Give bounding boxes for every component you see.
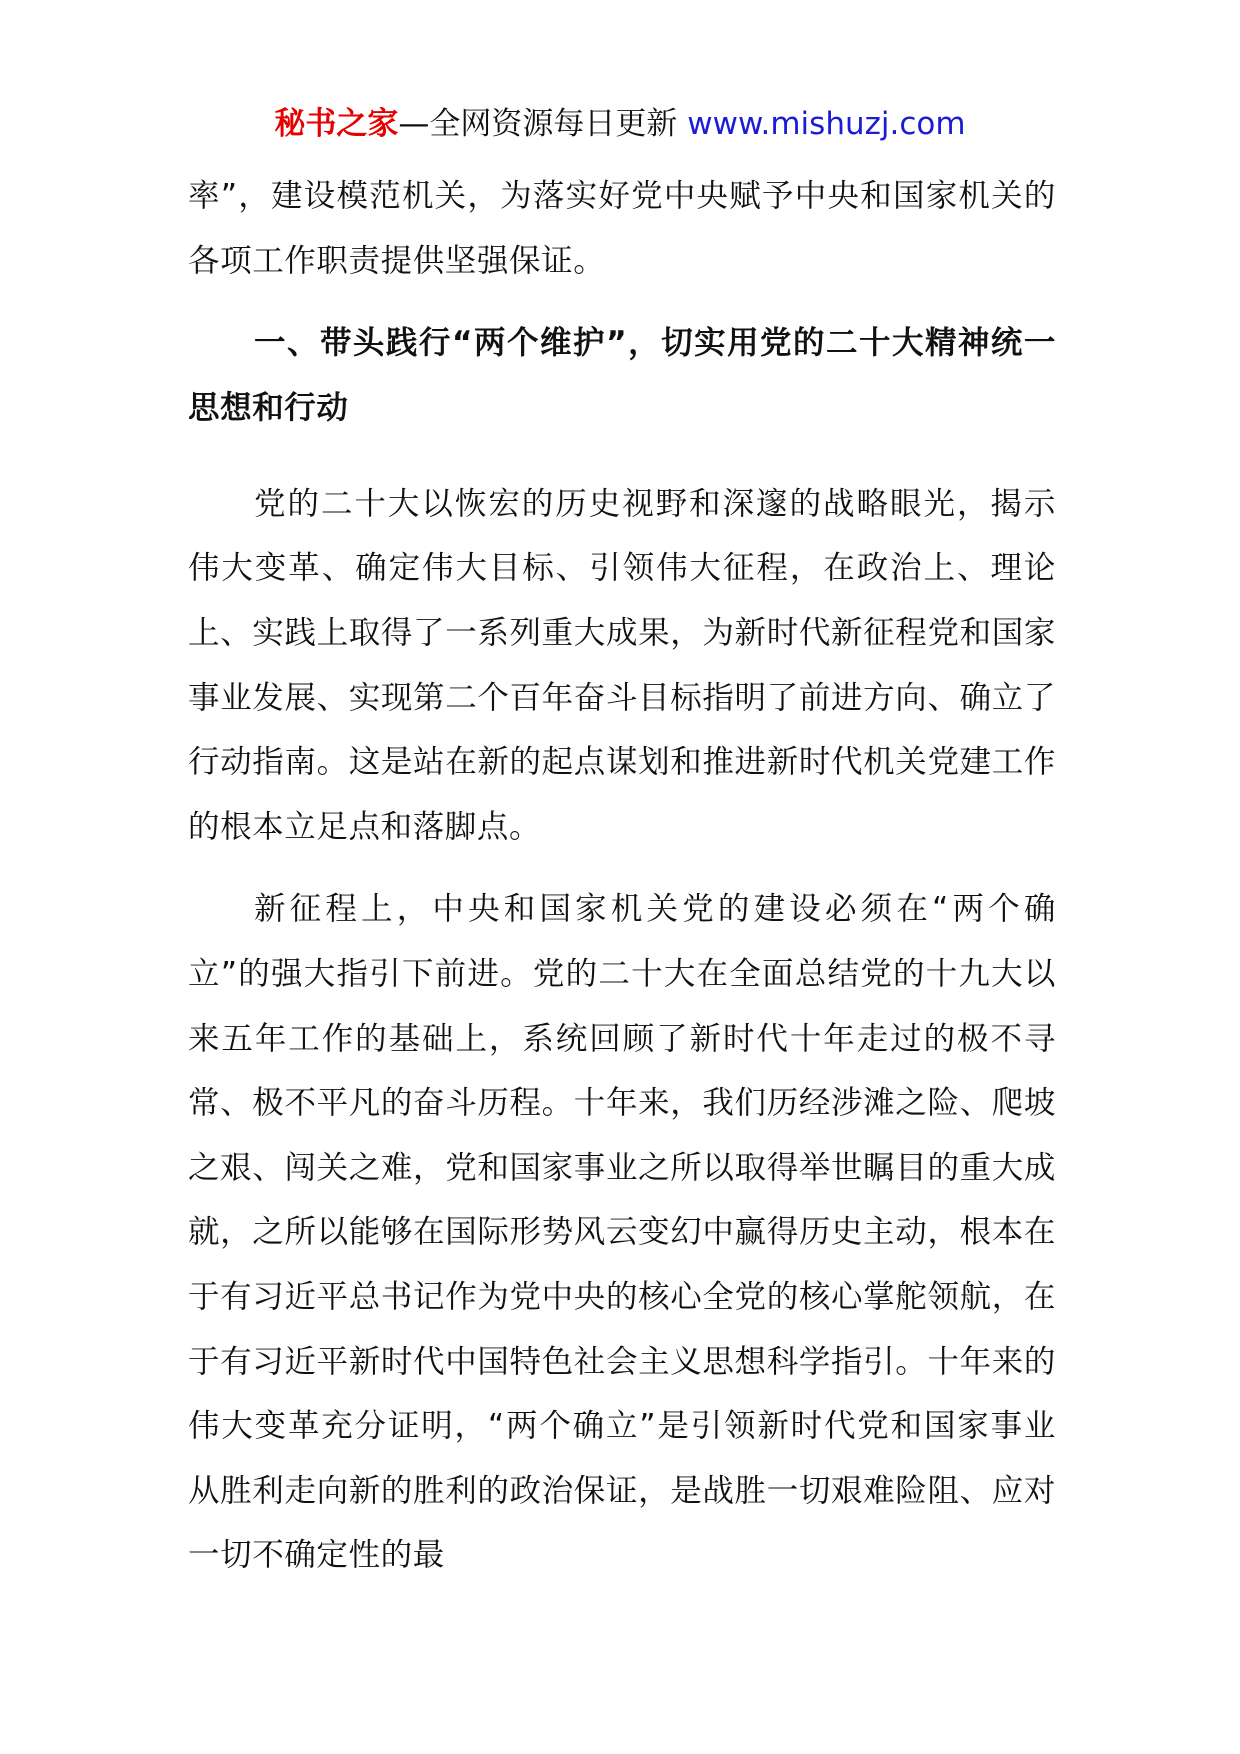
body-paragraph-2: 新征程上，中央和国家机关党的建设必须在“两个确立”的强大指引下前进。党的二十大在全面总结党的十九大以来五年工作的基础上，系统回顾了新时代十年走过的极不寻常、极不平凡的奋斗历程。十年来，我们历经涉滩之险、爬坡之艰、闯关之难，党和国家事业之所以取得举世瞩目的重大成就，之所以能够在国际形势风云变幻中赢得历史主动，根本在于有习近平总书记作为党中央的核心全党的核心掌舵领航，在于有习近平新时代中国特色社会主义思想科学指引。十年来的伟大变革充分证明，“两个确立”是引领新时代党和国家事业从胜利走向新的胜利的政治保证，是战胜一切艰难险阻、应对一切不确定性的最 <box>188 891 1056 1574</box>
section-heading: 一、带头践行“两个维护”，切实用党的二十大精神统一思想和行动 <box>188 325 1056 426</box>
site-url-link[interactable]: www.mishuzj.com <box>687 106 966 142</box>
site-header <box>0 98 1240 150</box>
site-brand: 秘书之家 <box>274 106 399 142</box>
document-body <box>188 164 1056 1588</box>
site-tagline: —全网资源每日更新 <box>398 106 678 142</box>
continuation-paragraph: 率”，建设模范机关，为落实好党中央赋予中央和国家机关的各项工作职责提供坚强保证。 <box>188 178 1056 279</box>
body-paragraph-1: 党的二十大以恢宏的历史视野和深邃的战略眼光，揭示伟大变革、确定伟大目标、引领伟大征程，在政治上、理论上、实践上取得了一系列重大成果，为新时代新征程党和国家事业发展、实现第二个百年奋斗目标指明了前进方向、确立了行动指南。这是站在新的起点谋划和推进新时代机关党建工作的根本立足点和落脚点。 <box>188 485 1056 845</box>
